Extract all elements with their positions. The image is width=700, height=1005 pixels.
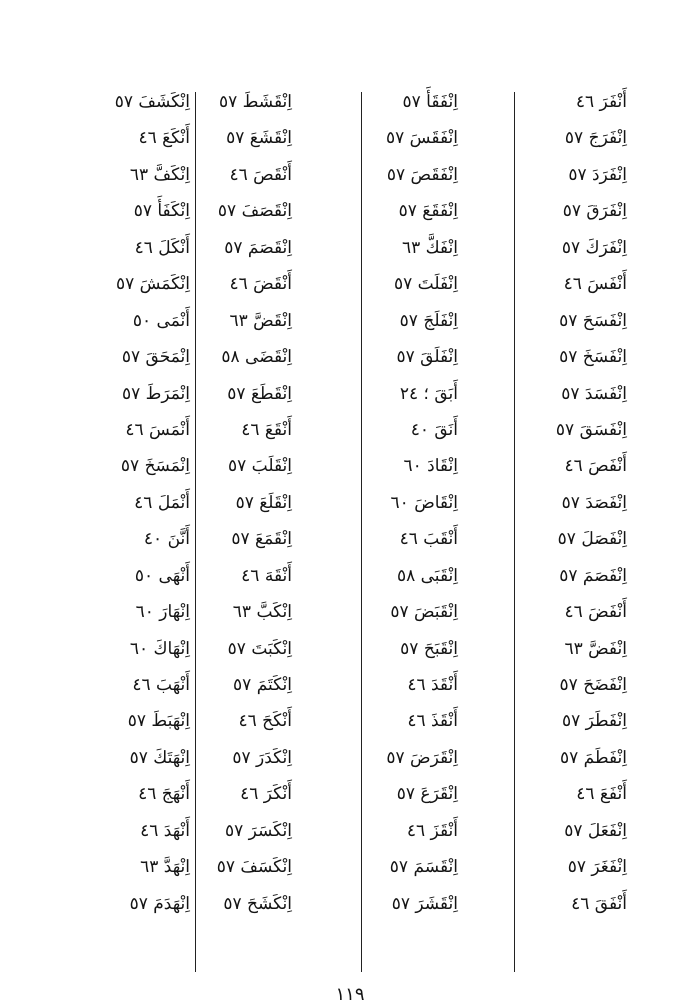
index-entry: اِنْفَصَدَ ٥٧ (561, 492, 627, 513)
index-column-1 (487, 84, 627, 922)
index-entry: اِنْفَقَعَ ٥٧ (398, 201, 458, 222)
index-entry: اِنْهَتَكَ ٥٧ (129, 747, 190, 768)
index-entry: أَنْهَجَ ٤٦ (138, 784, 190, 805)
index-entry: اِنْقَلَبَ ٥٧ (227, 456, 292, 477)
index-entry: أَنْمَلَ ٤٦ (134, 492, 190, 513)
page-number: ١١٩ (335, 984, 365, 1005)
index-entry: اِنْفَكَّ ٦٣ (401, 237, 458, 258)
index-entry: اِنْقَبَى ٥٨ (396, 565, 458, 586)
index-column-2 (318, 84, 458, 922)
index-entry: أَنْفَسَ ٤٦ (563, 274, 627, 295)
index-entry: اِنْهَاكَ ٦٠ (129, 638, 190, 659)
index-entry: اِنْفَرَكَ ٥٧ (561, 237, 627, 258)
index-entry: اِنْقَشَعَ ٥٧ (226, 128, 292, 149)
index-entry: اِنْفَعَلَ ٥٧ (564, 820, 627, 841)
index-entry: اِنْقَاضَ ٦٠ (390, 492, 458, 513)
index-entry: اِنْفَقَأَ ٥٧ (402, 92, 458, 112)
index-entry: أَنَقَ ٤٠ (410, 419, 458, 440)
index-entry: اِنْمَسَخَ ٥٧ (120, 456, 190, 477)
index-entry: اِنْكَشَحَ ٥٧ (223, 893, 292, 914)
index-entry: اِنْكَبَّ ٦٣ (232, 602, 292, 623)
index-entry: اِنْقَلَعَ ٥٧ (235, 492, 292, 513)
index-entry: اِنْكَسَفَ ٥٧ (216, 857, 292, 878)
index-entry: اِنْفَصَمَ ٥٧ (559, 565, 627, 586)
index-entry: أَبَقَ ؛ ٢٤ (399, 383, 458, 404)
index-entry: اِنْهَارَ ٦٠ (135, 602, 190, 623)
column-divider (514, 92, 515, 972)
index-entry: اِنْفَطَمَ ٥٧ (560, 747, 627, 768)
index-entry: اِنْكَمَشَ ٥٧ (115, 274, 190, 295)
index-entry: اِنْفَسَدَ ٥٧ (561, 383, 627, 404)
column-divider (361, 92, 362, 972)
index-entry: اِنْقَشَطَ ٥٧ (218, 92, 292, 112)
index-entry: أَنْكَلَ ٤٦ (134, 237, 190, 258)
index-entry: اِنْقَطَعَ ٥٧ (227, 383, 292, 404)
index-entry: اِنْفَطَرَ ٥٧ (561, 711, 627, 732)
index-entry: أَنْكَرَ ٤٦ (240, 784, 292, 805)
index-entry: اِنْفَرَدَ ٥٧ (568, 164, 627, 185)
index-entry: اِنْفَضَحَ ٥٧ (559, 675, 627, 695)
index-entry: أَنْفَضَ ٤٦ (564, 602, 627, 623)
index-entry: أَنْقَضَ ٤٦ (229, 274, 292, 295)
index-entry: اِنْقَصَفَ ٥٧ (217, 201, 292, 222)
index-entry: أَنْهَى ٥٠ (134, 565, 190, 586)
index-entry: اِنْمَرَطَ ٥٧ (121, 383, 190, 404)
index-entry: أَنْكَعَ ٤٦ (138, 128, 190, 149)
index-entry: اِنْقَرَعَ ٥٧ (396, 784, 458, 805)
index-entry: اِنْفَرَجَ ٥٧ (564, 128, 627, 149)
index-entry: اِنْفَضَّ ٦٣ (564, 638, 627, 659)
index-entry: اِنْفَسَخَ ٥٧ (559, 347, 627, 368)
index-entry: أَنْقَدَ ٤٦ (407, 675, 458, 695)
index-entry: اِنْقَمَعَ ٥٧ (231, 529, 292, 550)
index-entry: اِنْكَدَرَ ٥٧ (232, 747, 292, 768)
index-entry: أَنْمَى ٥٠ (132, 310, 190, 331)
index-entry: اِنْفَرَقَ ٥٧ (562, 201, 627, 222)
index-entry: اِنْقَضَى ٥٨ (221, 347, 292, 368)
index-entry: أَنْفَقَ ٤٦ (571, 893, 627, 914)
index-entry: أَنْهَبَ ٤٦ (132, 675, 190, 695)
index-entry: اِنْقَصَمَ ٥٧ (224, 237, 292, 258)
index-entry: اِنْقَرَضَ ٥٧ (386, 747, 458, 768)
index-entry: أَنْمَسَ ٤٦ (125, 419, 190, 440)
index-entry: اِنْكَفَّ ٦٣ (129, 164, 190, 185)
index-entry: اِنْكَفَأَ ٥٧ (133, 201, 190, 222)
index-entry: اِنْقَبَضَ ٥٧ (390, 602, 458, 623)
index-entry: أَنْقَهَ ٤٦ (241, 565, 292, 586)
index-entry: اِنْقَادَ ٦٠ (403, 456, 458, 477)
index-entry: أَنْكَحَ ٤٦ (238, 711, 292, 732)
index-entry: اِنْهَدَمَ ٥٧ (129, 893, 190, 914)
index-entry: اِنْفَقَصَ ٥٧ (386, 164, 458, 185)
index-entry: اِنْقَشَرَ ٥٧ (391, 893, 458, 914)
index-entry: اِنْفَلَتَ ٥٧ (393, 274, 458, 295)
index-entry: اِنْقَبَحَ ٥٧ (400, 638, 458, 659)
index-entry: اِنْفَسَحَ ٥٧ (559, 310, 627, 331)
index-entry: أَنَّنَ ٤٠ (143, 529, 190, 550)
column-divider (195, 92, 196, 972)
index-entry: اِنْهَدَّ ٦٣ (140, 857, 190, 878)
index-entry: اِنْكَتَمَ ٥٧ (233, 675, 292, 695)
index-entry: اِنْفَسَقَ ٥٧ (555, 419, 627, 440)
index-entry: أَنْقَعَ ٤٦ (241, 419, 292, 440)
index-entry: اِنْقَضَّ ٦٣ (229, 310, 292, 331)
index-entry: اِنْقَسَمَ ٥٧ (389, 857, 458, 878)
index-entry: أَنْفَعَ ٤٦ (576, 784, 627, 805)
index-entry: اِنْفَصَلَ ٥٧ (557, 529, 627, 550)
index-entry: اِنْفَغَرَ ٥٧ (567, 857, 627, 878)
index-entry: أَنْهَدَ ٤٦ (140, 820, 190, 841)
index-entry: اِنْهَبَطَ ٥٧ (127, 711, 190, 732)
index-column-4 (50, 84, 190, 922)
index-entry: أَنْفَرَ ٤٦ (575, 92, 627, 112)
index-entry: اِنْفَلَجَ ٥٧ (399, 310, 458, 331)
index-entry: اِنْكَسَرَ ٥٧ (224, 820, 292, 841)
index-entry: أَنْفَصَ ٤٦ (564, 456, 627, 477)
index-entry: اِنْمَحَقَ ٥٧ (121, 347, 190, 368)
index-entry: اِنْكَشَفَ ٥٧ (114, 92, 190, 112)
index-entry: اِنْكَبَتَ ٥٧ (227, 638, 292, 659)
index-entry: أَنْقَذَ ٤٦ (407, 711, 458, 732)
index-entry: أَنْقَصَ ٤٦ (229, 164, 292, 185)
index-entry: أَنْقَزَ ٤٦ (406, 820, 458, 841)
index-entry: اِنْفَقَسَ ٥٧ (386, 128, 458, 149)
index-entry: اِنْفَلَقَ ٥٧ (396, 347, 458, 368)
index-entry: أَنْقَبَ ٤٦ (399, 529, 458, 550)
